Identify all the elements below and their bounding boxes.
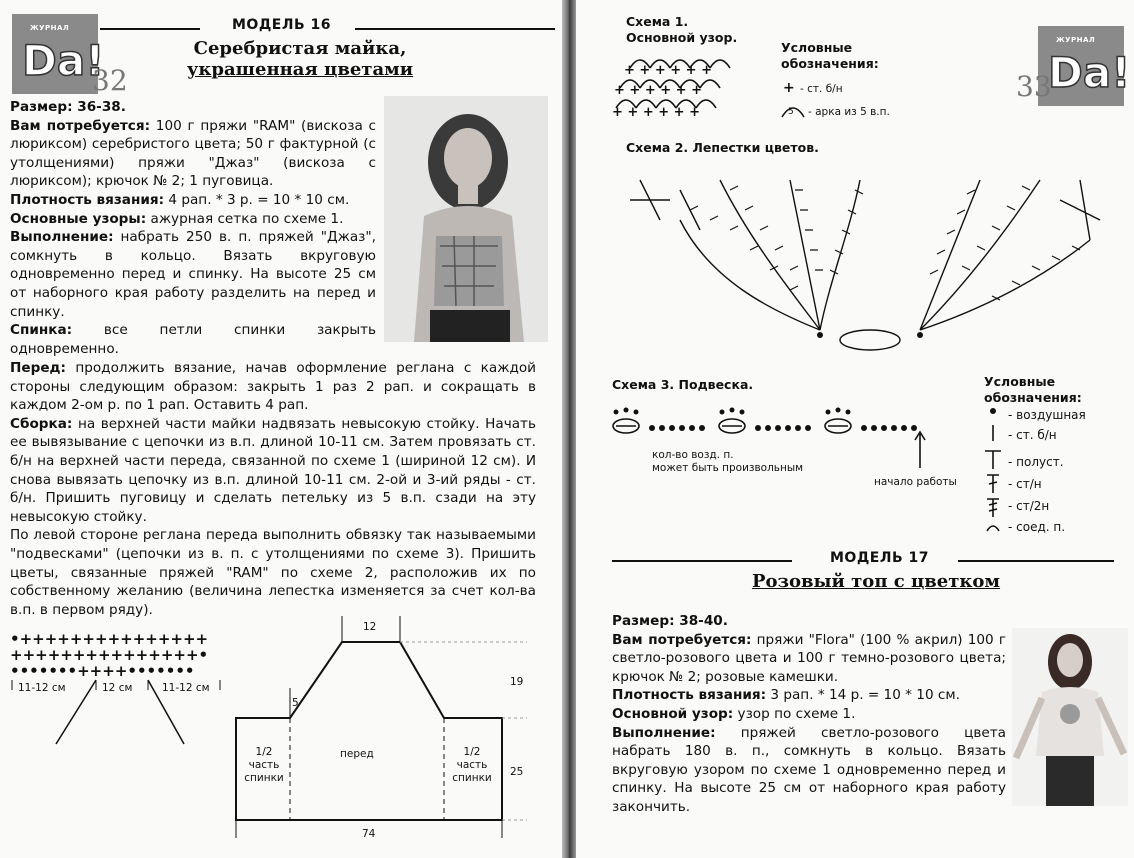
m17-exec-label: Выполнение: (612, 724, 716, 741)
scheme3-start: начало работы (874, 476, 957, 488)
legend1-title (781, 40, 879, 72)
half-back-l1: 1/2 (255, 746, 273, 758)
scheme1-diagram (612, 50, 742, 120)
title-line-1: Серебристая майка, (193, 38, 407, 59)
assembly-label: Сборка: (10, 415, 73, 432)
pattern-dim-top: 12 (363, 621, 377, 633)
pattern-dim-bottom: 74 (362, 828, 376, 840)
magazine-logo (12, 14, 105, 94)
left-page (0, 0, 562, 858)
back-label: Спинка: (10, 322, 73, 339)
scheme1-subtitle: Основной узор. (626, 30, 738, 45)
collar-row-3: •••••••++++••••••• (10, 662, 195, 680)
legend2-item-slst: - соед. п. (1008, 520, 1066, 534)
collar-row-2: +++++++++++++++• (10, 646, 209, 664)
svg-text:+ + + + + +: + + + + + + (612, 105, 700, 120)
header-rule-right (355, 28, 555, 30)
patterns-label: Основные узоры: (10, 210, 147, 227)
article-title (160, 38, 440, 80)
m17-density-label: Плотность вязания: (612, 687, 767, 704)
assembly-text: на верхней части майки надвязать невысокую стойку. Начать ее вывязывание с цепочки из в.п. длиной 10-11 см. Затем провязать ст. б/н на верхней части переда, связанной по схеме 1 (шириной 12 см). И снова вывязать цепочку из в.п. длиной 10-11 см. 2-ой и 3-ий ряды - ст. б/н. Пришить пуговицу и сделать петельку из 5 в.п. сзади на эту невысокую стойку. (10, 415, 536, 525)
density-text: 4 рап. * 3 р. = 10 * 10 см. (168, 191, 350, 208)
model-photo (384, 96, 548, 342)
scheme3-note-1: кол-во возд. п. (652, 449, 734, 461)
legend1-item-arch: - арка из 5 в.п. (808, 106, 890, 118)
half-back-r2: часть (456, 759, 488, 771)
model17-rule-left (612, 560, 792, 562)
pattern-label-half-back-left (242, 746, 286, 785)
model16-intro (10, 98, 376, 358)
legend2-item-tr: - ст/2н (1008, 499, 1050, 513)
page-number: 32 (92, 64, 128, 97)
garment-pattern (232, 612, 532, 844)
collar-dim-center: 12 см (102, 682, 133, 694)
legend2-item-dc: - ст/н (1008, 477, 1042, 491)
m17-density-text: 3 рап. * 14 р. = 10 * 10 см. (770, 687, 960, 704)
need-text: 100 г пряжи "RAM" (вискоза с люриксом) серебристого цвета; 50 г фактурной (с утолщениями) пряжи "Джаз" (вискоза с люриксом); крючок № 2; 1 пуговица. (10, 117, 376, 190)
patterns-text: ажурная сетка по схеме 1. (150, 210, 344, 227)
m17-pattern-text: узор по схеме 1. (737, 705, 856, 722)
legend1-title-line2: обозначения: (781, 56, 879, 71)
m17-need-text: пряжи "Flora" (100 % акрил) 100 г светло-розового цвета и 100 г темно-розового цвета; крючок № 2; розовые камешки. (612, 631, 1006, 685)
right-page (576, 0, 1134, 858)
half-back-r3: спинки (452, 772, 492, 784)
collar-dim-left: 11-12 см (18, 682, 66, 694)
legend1-title-line1: Условные (781, 40, 853, 55)
model-photo-illustration (384, 96, 548, 342)
pattern-dim-reglan: 5 (292, 697, 299, 709)
scheme3-title: Схема 3. Подвеска. (612, 377, 754, 392)
exec-label: Выполнение: (10, 229, 114, 246)
scheme2-title: Схема 2. Лепестки цветов. (626, 140, 819, 155)
arch-number: 5 (788, 107, 794, 117)
model17-heading: МОДЕЛЬ 17 (830, 550, 930, 566)
legend2-title-line1: Условные (984, 374, 1056, 389)
back-text: все петли спинки закрыть одновременно. (10, 322, 376, 357)
title-line-2: украшенная цветами (186, 59, 414, 80)
model17-photo-illustration (1012, 628, 1128, 806)
need-label: Вам потребуется: (10, 117, 151, 134)
scheme2-diagram (620, 160, 1120, 370)
logo-small-text: ЖУРНАЛ (30, 24, 70, 32)
scheme1-title-line: Схема 1. (626, 14, 689, 29)
model17-photo (1012, 628, 1128, 806)
m17-pattern-label: Основной узор: (612, 705, 734, 722)
page-number-right: 33 (1016, 70, 1052, 103)
model-heading: МОДЕЛЬ 16 (232, 17, 332, 33)
legend-sc-icon: + (783, 80, 795, 96)
pattern-label-half-back-right (450, 746, 494, 785)
logo-big-text-right: Da! (1048, 48, 1131, 97)
half-back-l2: часть (248, 759, 280, 771)
half-back-l3: спинки (244, 772, 284, 784)
model17-body (612, 612, 1006, 817)
legend2-title-line2: обозначения: (984, 390, 1082, 405)
collar-row-1: •+++++++++++++++ (10, 630, 209, 648)
legend2-title (984, 374, 1082, 406)
legend2-symbols (982, 405, 1004, 535)
m17-size-label: Размер: 38-40. (612, 613, 728, 629)
header-rule (100, 28, 200, 30)
svg-text:+ + + + + +: + + + + + + (614, 83, 702, 98)
final-text: По левой стороне реглана переда выполнить обвязку так называемыми "подвесками" (цепочки из в. п. с утолщениями по схеме 3). Пришить цветы, связанные пряжей "RAM" по схеме 2, расположив их по собственному желанию (величина лепестка изменяется за счет кол-ва в.п. в первом ряду). (10, 527, 536, 618)
size-label: Размер: 36-38. (10, 99, 126, 115)
model17-title: Розовый топ с цветком (751, 571, 1001, 592)
logo-small-text-right: ЖУРНАЛ (1056, 36, 1096, 44)
pattern-dim-side-bottom: 25 (510, 766, 524, 778)
svg-text:+ + + + + +: + + + + + + (624, 63, 712, 78)
legend2-item-sc: - ст. б/н (1008, 428, 1057, 442)
density-label: Плотность вязания: (10, 191, 165, 208)
model17-rule-right (958, 560, 1114, 562)
start-arrow-icon (913, 430, 927, 470)
scheme3-diagram (612, 406, 932, 446)
exec-text: набрать 250 в. п. пряжей "Джаз", сомкнуть в кольцо. Вязать вкруговую одновременно перед и спинку. На высоте 25 см от наборного края работу разделить на перед и спинку. (10, 229, 376, 320)
model16-body (10, 359, 536, 619)
pattern-dim-side-top: 19 (510, 676, 524, 688)
pattern-label-front: перед (340, 748, 374, 760)
logo-big-text: Da! (22, 36, 105, 85)
half-back-r1: 1/2 (463, 746, 481, 758)
legend2-item-hdc: - полуст. (1008, 455, 1064, 469)
legend2-item-chain: - воздушная (1008, 408, 1086, 422)
book-spine (562, 0, 576, 858)
scheme1-title (626, 14, 737, 46)
scheme3-note-2: может быть произвольным (652, 462, 804, 474)
m17-need-label: Вам потребуется: (612, 631, 752, 648)
front-text: продолжить вязание, начав оформление реглана с каждой стороны следующим образом: закрыть 1 раз 2 рап. и сокращать в каждом 2-ом р. по 1 рап. Оставить 4 рап. (10, 360, 536, 414)
m17-exec-text: пряжей светло-розового цвета набрать 180 в. п., сомкнуть в кольцо. Вязать вкруговую узором по схеме 1 одновременно перед и спинку. На высоте 25 см от наборного края работу закончить. (612, 724, 1006, 815)
front-label: Перед: (10, 360, 66, 376)
collar-dim-right: 11-12 см (162, 682, 210, 694)
legend1-item-sc: - ст. б/н (800, 83, 843, 95)
